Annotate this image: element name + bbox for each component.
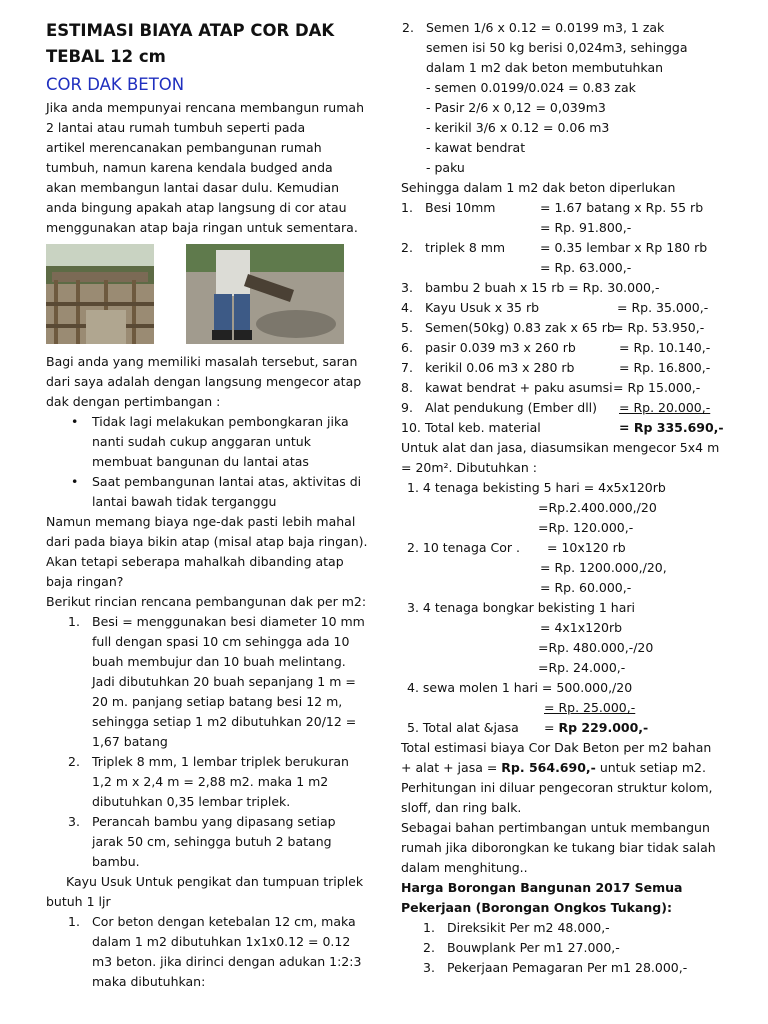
- item-calc: = 0.35 lembar x Rp 180 rb: [540, 240, 708, 255]
- text-line: dari saya adalah dengan langsung mengecor atap: [46, 374, 362, 389]
- labor-item: 5. Total alat &jasa: [407, 720, 519, 735]
- list-item: • Saat pembangunan lantai atas, aktivitas di lantai bawah tidak terganggu: [46, 472, 368, 512]
- list-item: • Tidak lagi melakukan pembongkaran jika nanti sudah cukup anggaran untuk membuat bangunan du lantai atas: [46, 412, 368, 472]
- list-item: 1. Cor beton dengan ketebalan 12 cm, maka dalam 1 m2 dibutuhkan 1x1x0.12 = 0.12 m3 beton. jika dirinci dengan adukan 1:2:3 maka dibutuhkan:: [68, 914, 362, 989]
- title-line-2: TEBAL 12 cm: [46, 47, 166, 66]
- labor-total: [401, 698, 731, 738]
- item-label: kerikil 0.06 m3 x 280 rb: [425, 360, 575, 375]
- item-number: 7.: [401, 360, 413, 375]
- text-line: menggunakan atap baja ringan untuk sementara.: [46, 220, 358, 235]
- text-line: sloff, dan ring balk.: [401, 800, 522, 815]
- left-column: [46, 18, 368, 992]
- text-line: + alat + jasa = Rp. 564.690,- untuk setiap m2.: [401, 760, 706, 775]
- item-number: 4.: [401, 300, 413, 315]
- text-line: tumbuh, namun karena kendala budged anda: [46, 160, 333, 175]
- item-value: = Rp. 53.950,-: [613, 320, 705, 335]
- labor-calc: =Rp. 480.000,-/20: [538, 640, 654, 655]
- labor-calc: =Rp.2.400.000,/20: [538, 500, 657, 515]
- text-line: Akan tetapi seberapa mahalkah dibanding atap: [46, 554, 344, 569]
- numbered-list-2: [46, 912, 368, 992]
- labor-item: 4. sewa molen 1 hari = 500.000,/20: [407, 680, 633, 695]
- item-value: = Rp. 10.140,-: [619, 340, 711, 355]
- labor-calc: = 10x120 rb: [547, 540, 626, 555]
- labor-total-value: = Rp 229.000,-: [544, 720, 649, 735]
- text-line: Namun memang biaya nge-dak pasti lebih mahal: [46, 514, 356, 529]
- text-line: Berikut rincian rencana pembangunan dak per m2:: [46, 594, 367, 609]
- text-line: dalam menghitung..: [401, 860, 528, 875]
- labor-item: 2. 10 tenaga Cor .: [407, 540, 520, 555]
- list-item: 2. Triplek 8 mm, 1 lembar triplek berukuran 1,2 m x 2,4 m = 2,88 m2. maka 1 m2 dibutuhkan 0,35 lembar triplek.: [68, 754, 349, 809]
- text-line: butuh 1 ljr: [46, 894, 111, 909]
- intro-paragraph: [46, 98, 368, 238]
- item-label: kawat bendrat + paku asumsi: [425, 380, 613, 395]
- text-line: Sehingga dalam 1 m2 dak beton diperlukan: [401, 180, 676, 195]
- item-number: 8.: [401, 380, 413, 395]
- text-line: Jika anda mempunyai rencana membangun rumah: [46, 100, 364, 115]
- text-line: Bagi anda yang memiliki masalah tersebut, saran: [46, 354, 358, 369]
- labor-item: 1. 4 tenaga bekisting 5 hari = 4x5x120rb: [407, 480, 666, 495]
- item-value: = Rp. 35.000,-: [617, 300, 709, 315]
- photo-row: [46, 244, 368, 348]
- list-item: 2. Semen 1/6 x 0.12 = 0.0199 m3, 1 zak semen isi 50 kg berisi 0,024m3, sehingga dalam 1 m2 dak beton membutuhkan - semen 0.0199/0.024 = 0.83 zak - Pasir 2/6 x 0,12 = 0,039m3 - kerikil 3/6 x 0.12 = 0.06 m3 - kawat bendrat - paku: [402, 20, 688, 175]
- labor-value: =Rp. 120.000,-: [538, 520, 634, 535]
- text-line: Total estimasi biaya Cor Dak Beton per m2 bahan: [401, 740, 712, 755]
- grand-total: Rp. 564.690,-: [501, 760, 596, 775]
- item-label: Total keb. material: [425, 420, 541, 435]
- list-item: 3. Perancah bambu yang dipasang setiap jarak 50 cm, sehingga butuh 2 batang bambu.: [68, 814, 336, 869]
- numbered-list: [46, 612, 368, 872]
- item-number: 1.: [401, 200, 413, 215]
- text-line: = 20m². Dibutuhkan :: [401, 460, 537, 475]
- total-material-value: = Rp 335.690,-: [619, 420, 724, 435]
- text-line: Perhitungan ini diluar pengecoran struktur kolom,: [401, 780, 713, 795]
- item-value: = Rp 15.000,-: [613, 380, 701, 395]
- item-label: Semen(50kg) 0.83 zak x 65 rb: [425, 320, 615, 335]
- item-label: Kayu Usuk x 35 rb: [425, 300, 540, 315]
- text-line: dari pada biaya bikin atap (misal atap baja ringan).: [46, 534, 368, 549]
- item-value: = Rp. 91.800,-: [540, 220, 632, 235]
- heading-line: Pekerjaan (Borongan Ongkos Tukang):: [401, 900, 672, 915]
- text-line: 2 lantai atau rumah tumbuh seperti pada: [46, 120, 306, 135]
- right-column: [401, 18, 731, 978]
- item-label: triplek 8 mm: [425, 240, 506, 255]
- construction-site-photo: [46, 244, 154, 344]
- item-label: Alat pendukung (Ember dll): [425, 400, 598, 415]
- item-value: = Rp. 16.800,-: [619, 360, 711, 375]
- labor-value: =Rp. 24.000,-: [538, 660, 626, 675]
- labor-list: [401, 478, 731, 698]
- item-label: bambu 2 buah x 15 rb = Rp. 30.000,-: [425, 280, 660, 295]
- materials-list: [401, 198, 731, 438]
- text-line: akan membangun lantai dasar dulu. Kemudian: [46, 180, 340, 195]
- text-line: baja ringan?: [46, 574, 124, 589]
- labor-value: = Rp. 60.000,-: [540, 580, 632, 595]
- bullet-list: [46, 412, 368, 512]
- text-line: anda bingung apakah atap langsung di cor atau: [46, 200, 347, 215]
- item-number: 6.: [401, 340, 413, 355]
- item-number: 3.: [401, 280, 413, 295]
- list-item: 1. Besi = menggunakan besi diameter 10 mm full dengan spasi 10 cm sehingga ada 10 buah membujur dan 10 buah melintang. Jadi dibutuhkan 20 buah sepanjang 1 m = 20 m. panjang setiap batang besi 12 m, sehingga setiap 1 m2 dibutuhkan 20/12 = 1,67 batang: [68, 614, 365, 749]
- labor-item: 3. 4 tenaga bongkar bekisting 1 hari: [407, 600, 635, 615]
- item-value: = Rp. 20.000,-: [619, 400, 711, 415]
- heading-line: Harga Borongan Bangunan 2017 Semua: [401, 880, 683, 895]
- subtitle: COR DAK BETON: [46, 75, 185, 94]
- item-label: Besi 10mm: [425, 200, 496, 215]
- list-item: 3. Pekerjaan Pemagaran Per m1 28.000,-: [423, 960, 688, 975]
- text-line: artikel merencanakan pembangunan rumah: [46, 140, 322, 155]
- labor-value: = Rp. 25.000,-: [544, 700, 636, 715]
- semen-item: [380, 18, 731, 178]
- item-number: 10.: [401, 420, 421, 435]
- item-label: pasir 0.039 m3 x 260 rb: [425, 340, 576, 355]
- labor-calc: = Rp. 1200.000,/20,: [540, 560, 667, 575]
- concrete-pouring-photo: [186, 244, 344, 344]
- text-line: Kayu Usuk Untuk pengikat dan tumpuan triplek: [66, 874, 364, 889]
- item-number: 9.: [401, 400, 413, 415]
- text-line: dak dengan pertimbangan :: [46, 394, 221, 409]
- text-line: Sebagai bahan pertimbangan untuk membangun: [401, 820, 710, 835]
- list-item: 2. Bouwplank Per m1 27.000,-: [423, 940, 620, 955]
- price-list: [401, 918, 731, 978]
- item-calc: = 1.67 batang x Rp. 55 rb: [540, 200, 704, 215]
- title-line-1: ESTIMASI BIAYA ATAP COR DAK: [46, 21, 335, 40]
- text-line: rumah jika diborongkan ke tukang biar tidak salah: [401, 840, 716, 855]
- para-saran: [46, 352, 368, 412]
- para-namun: [46, 512, 368, 612]
- text-line: Untuk alat dan jasa, diasumsikan mengecor 5x4 m: [401, 440, 720, 455]
- item-value: = Rp. 63.000,-: [540, 260, 632, 275]
- labor-calc: = 4x1x120rb: [540, 620, 623, 635]
- list-item: 1. Direksikit Per m2 48.000,-: [423, 920, 610, 935]
- item-number: 5.: [401, 320, 413, 335]
- item-number: 2.: [401, 240, 413, 255]
